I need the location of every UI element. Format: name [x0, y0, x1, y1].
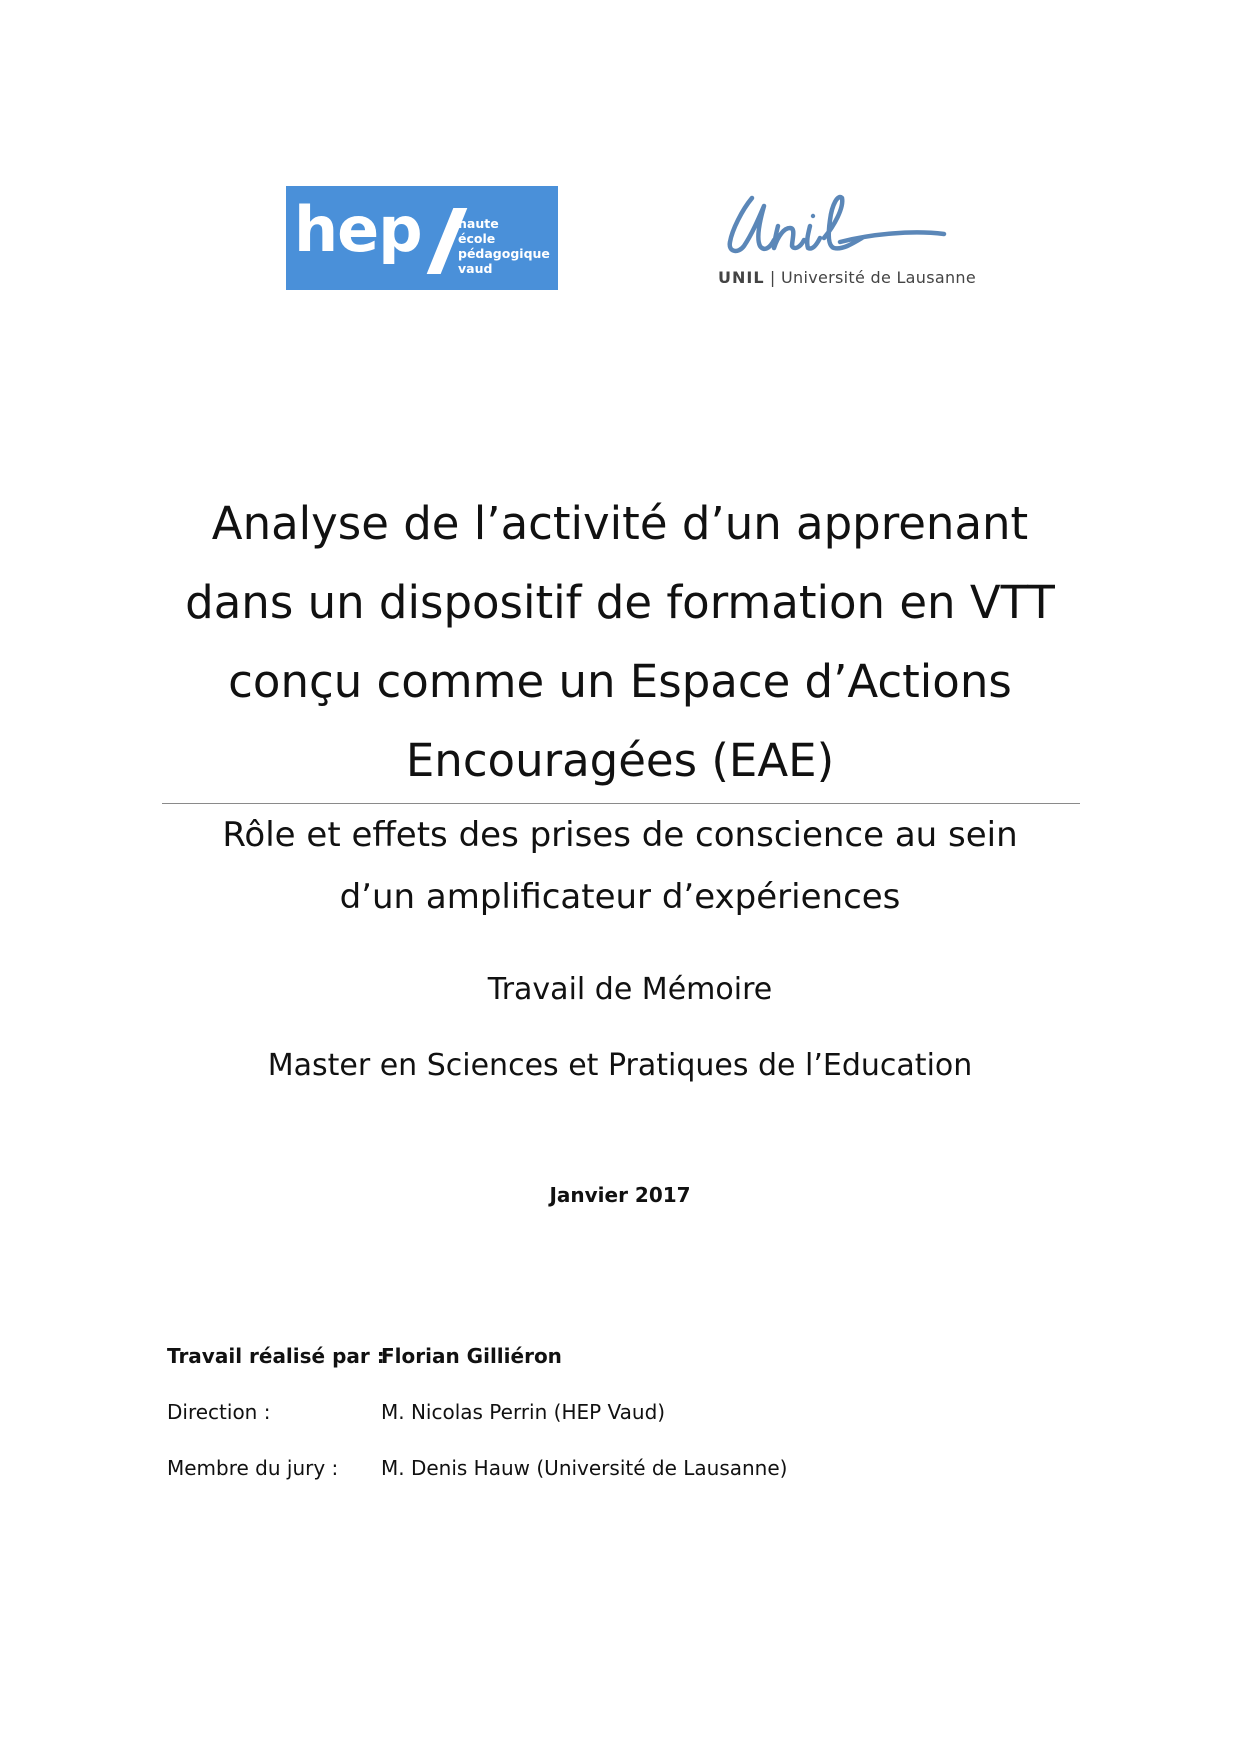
- title-line: conçu comme un Espace d’Actions: [228, 655, 1012, 708]
- subtitle-line: d’un amplificateur d’expériences: [339, 877, 901, 917]
- subtitle-line: Rôle et effets des prises de conscience au sein: [222, 815, 1018, 855]
- document-date: Janvier 2017: [549, 1183, 691, 1207]
- credit-value: M. Nicolas Perrin (HEP Vaud): [381, 1400, 666, 1424]
- credit-value: M. Denis Hauw (Université de Lausanne): [381, 1456, 788, 1480]
- hep-logo-line: haute: [458, 216, 499, 231]
- hep-vaud-logo: [286, 186, 558, 290]
- unil-caption: [718, 268, 976, 287]
- hep-logo-line: école: [458, 231, 496, 246]
- hep-logo-line: vaud: [458, 261, 493, 276]
- hep-logo-subtitle: [458, 216, 550, 276]
- unil-short-name: UNIL: [718, 268, 765, 287]
- credit-label: Membre du jury :: [167, 1456, 339, 1480]
- degree-program: Master en Sciences et Pratiques de l’Education: [267, 1048, 973, 1083]
- hep-logo-line: pédagogique: [458, 246, 550, 261]
- credit-value: Florian Gilliéron: [381, 1344, 562, 1368]
- unil-signature-icon: [712, 190, 972, 270]
- credit-row-author: [167, 1344, 1067, 1400]
- unil-logo: [712, 190, 976, 290]
- credit-row-direction: [167, 1400, 1067, 1456]
- title-line: Encouragées (EAE): [405, 734, 835, 787]
- unil-separator: |: [769, 268, 776, 287]
- unil-full-name: Université de Lausanne: [781, 268, 976, 287]
- hep-logo-word: hep: [294, 193, 422, 266]
- document-subtitle: [140, 804, 1100, 928]
- title-line: dans un dispositif de formation en VTT: [185, 576, 1055, 629]
- credits-block: [167, 1344, 1067, 1512]
- credit-row-jury: [167, 1456, 1067, 1512]
- title-line: Analyse de l’activité d’un apprenant: [211, 497, 1029, 550]
- credit-label: Travail réalisé par :: [167, 1344, 385, 1368]
- document-title: [140, 484, 1100, 800]
- document-type: Travail de Mémoire: [487, 972, 773, 1007]
- credit-label: Direction :: [167, 1400, 271, 1424]
